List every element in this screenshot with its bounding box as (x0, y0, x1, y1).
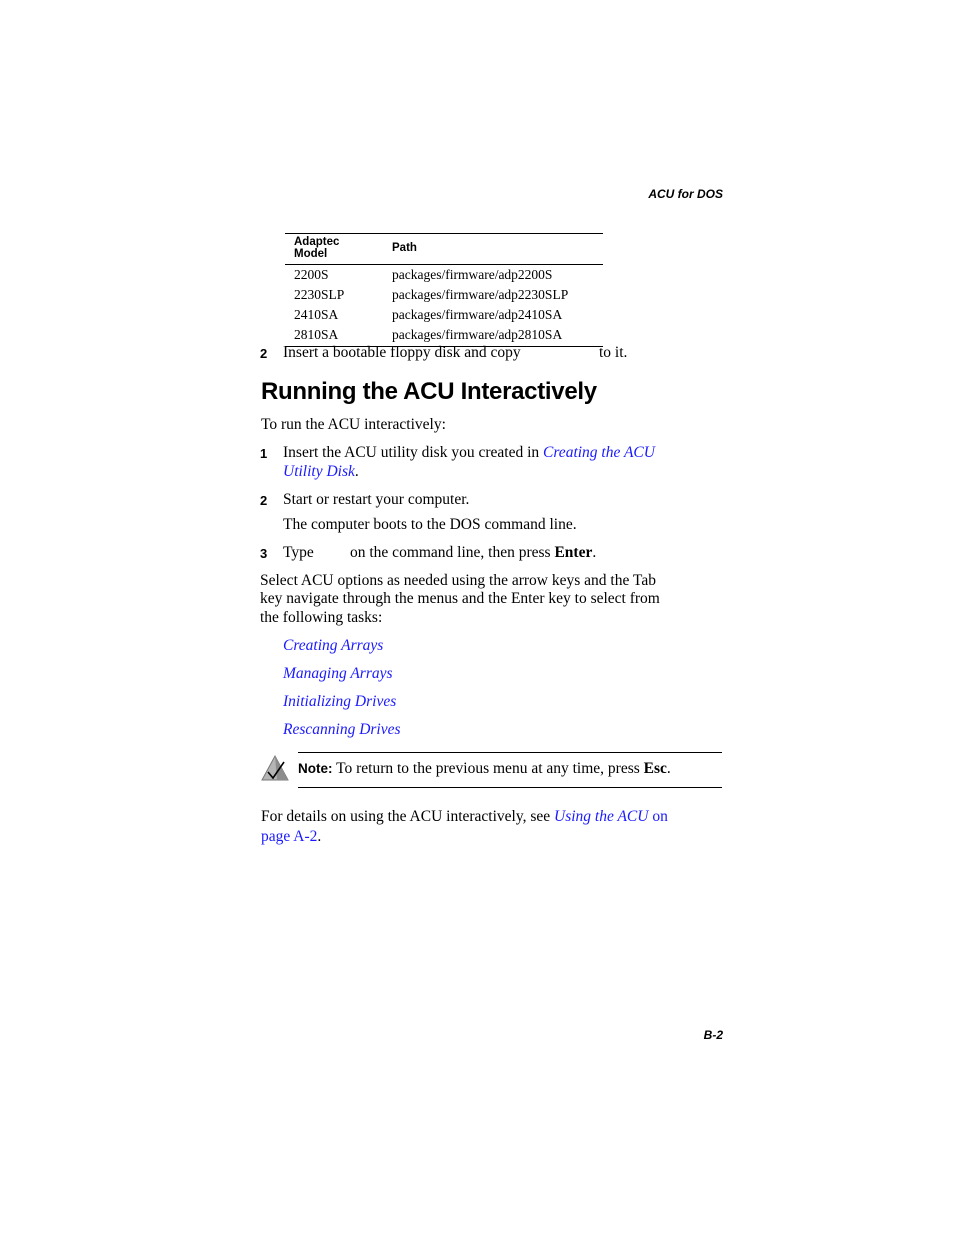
step-text: Insert a bootable floppy disk and copy (283, 344, 521, 361)
details-line-1 (261, 808, 668, 826)
model-cell: 2410SA (294, 306, 339, 322)
punctuation: . (354, 463, 359, 480)
step-3-type: Type (283, 544, 314, 561)
note-pencil-icon (260, 753, 290, 783)
step-1-text (283, 444, 655, 462)
step-2-subtext: The computer boots to the DOS command line. (283, 516, 577, 533)
path-cell: packages/firmware/adp2810SA (383, 325, 603, 346)
path-cell: packages/firmware/adp2230SLP (392, 286, 569, 302)
punctuation: . (317, 828, 322, 845)
initializing-drives-link[interactable]: Initializing Drives (283, 693, 397, 710)
step-2-text: Start or restart your computer. (283, 491, 470, 508)
step-1-text-line2 (283, 463, 359, 481)
utility-disk-link[interactable]: Utility Disk (283, 463, 355, 480)
creating-acu-link[interactable]: Creating the ACU (543, 444, 655, 461)
page-a2-link[interactable]: page A-2 (261, 828, 318, 845)
rescanning-drives-link[interactable]: Rescanning Drives (283, 721, 401, 738)
column-header-model: Adaptec Model (285, 234, 383, 265)
table-row (285, 305, 603, 325)
managing-arrays-link[interactable]: Managing Arrays (283, 665, 393, 682)
step-3-label: on the command line, then press (350, 544, 551, 561)
note-label: Note: (298, 761, 333, 776)
punctuation: . (592, 544, 597, 561)
model-path-table (285, 233, 603, 347)
model-cell: 2810SA (285, 325, 383, 346)
table-row (285, 265, 603, 286)
note-body: To return to the previous menu at any time, press (336, 760, 640, 777)
options-line-2: key navigate through the menus and the Enter key to select from (260, 590, 660, 607)
punctuation: . (666, 760, 671, 777)
using-acu-link[interactable]: Using the ACU (554, 808, 649, 825)
section-heading: Running the ACU Interactively (261, 378, 597, 405)
creating-arrays-link[interactable]: Creating Arrays (283, 637, 384, 654)
table-row (285, 325, 603, 346)
options-line-3: the following tasks: (260, 609, 383, 626)
details-text: For details on using the ACU interactively, see (261, 808, 551, 825)
note-text (298, 760, 671, 778)
table-row (285, 285, 603, 305)
step-3-text (350, 544, 596, 562)
model-cell: 2200S (294, 266, 329, 282)
path-cell: packages/firmware/adp2200S (392, 266, 553, 282)
options-line-1: Select ACU options as needed using the arrow keys and the Tab (260, 572, 656, 589)
step-number: 2 (260, 346, 268, 361)
step-number: 3 (260, 546, 268, 561)
note-top-rule (298, 752, 722, 753)
using-acu-link-on[interactable]: on (652, 808, 668, 825)
path-cell: packages/firmware/adp2410SA (392, 306, 563, 322)
esc-key: Esc (643, 760, 667, 777)
model-cell: 2230SLP (294, 286, 345, 302)
intro-text: To run the ACU interactively: (261, 416, 446, 433)
details-line-2 (261, 828, 321, 846)
step-1-label: Insert the ACU utility disk you created in (283, 444, 540, 461)
step-number: 2 (260, 493, 268, 508)
page-number: B-2 (703, 1028, 723, 1042)
column-header-path: Path (383, 234, 603, 265)
enter-key: Enter (554, 544, 593, 561)
step-text-after: to it. (599, 344, 628, 361)
running-head: ACU for DOS (648, 187, 723, 201)
note-bottom-rule (298, 787, 722, 788)
step-number: 1 (260, 446, 268, 461)
